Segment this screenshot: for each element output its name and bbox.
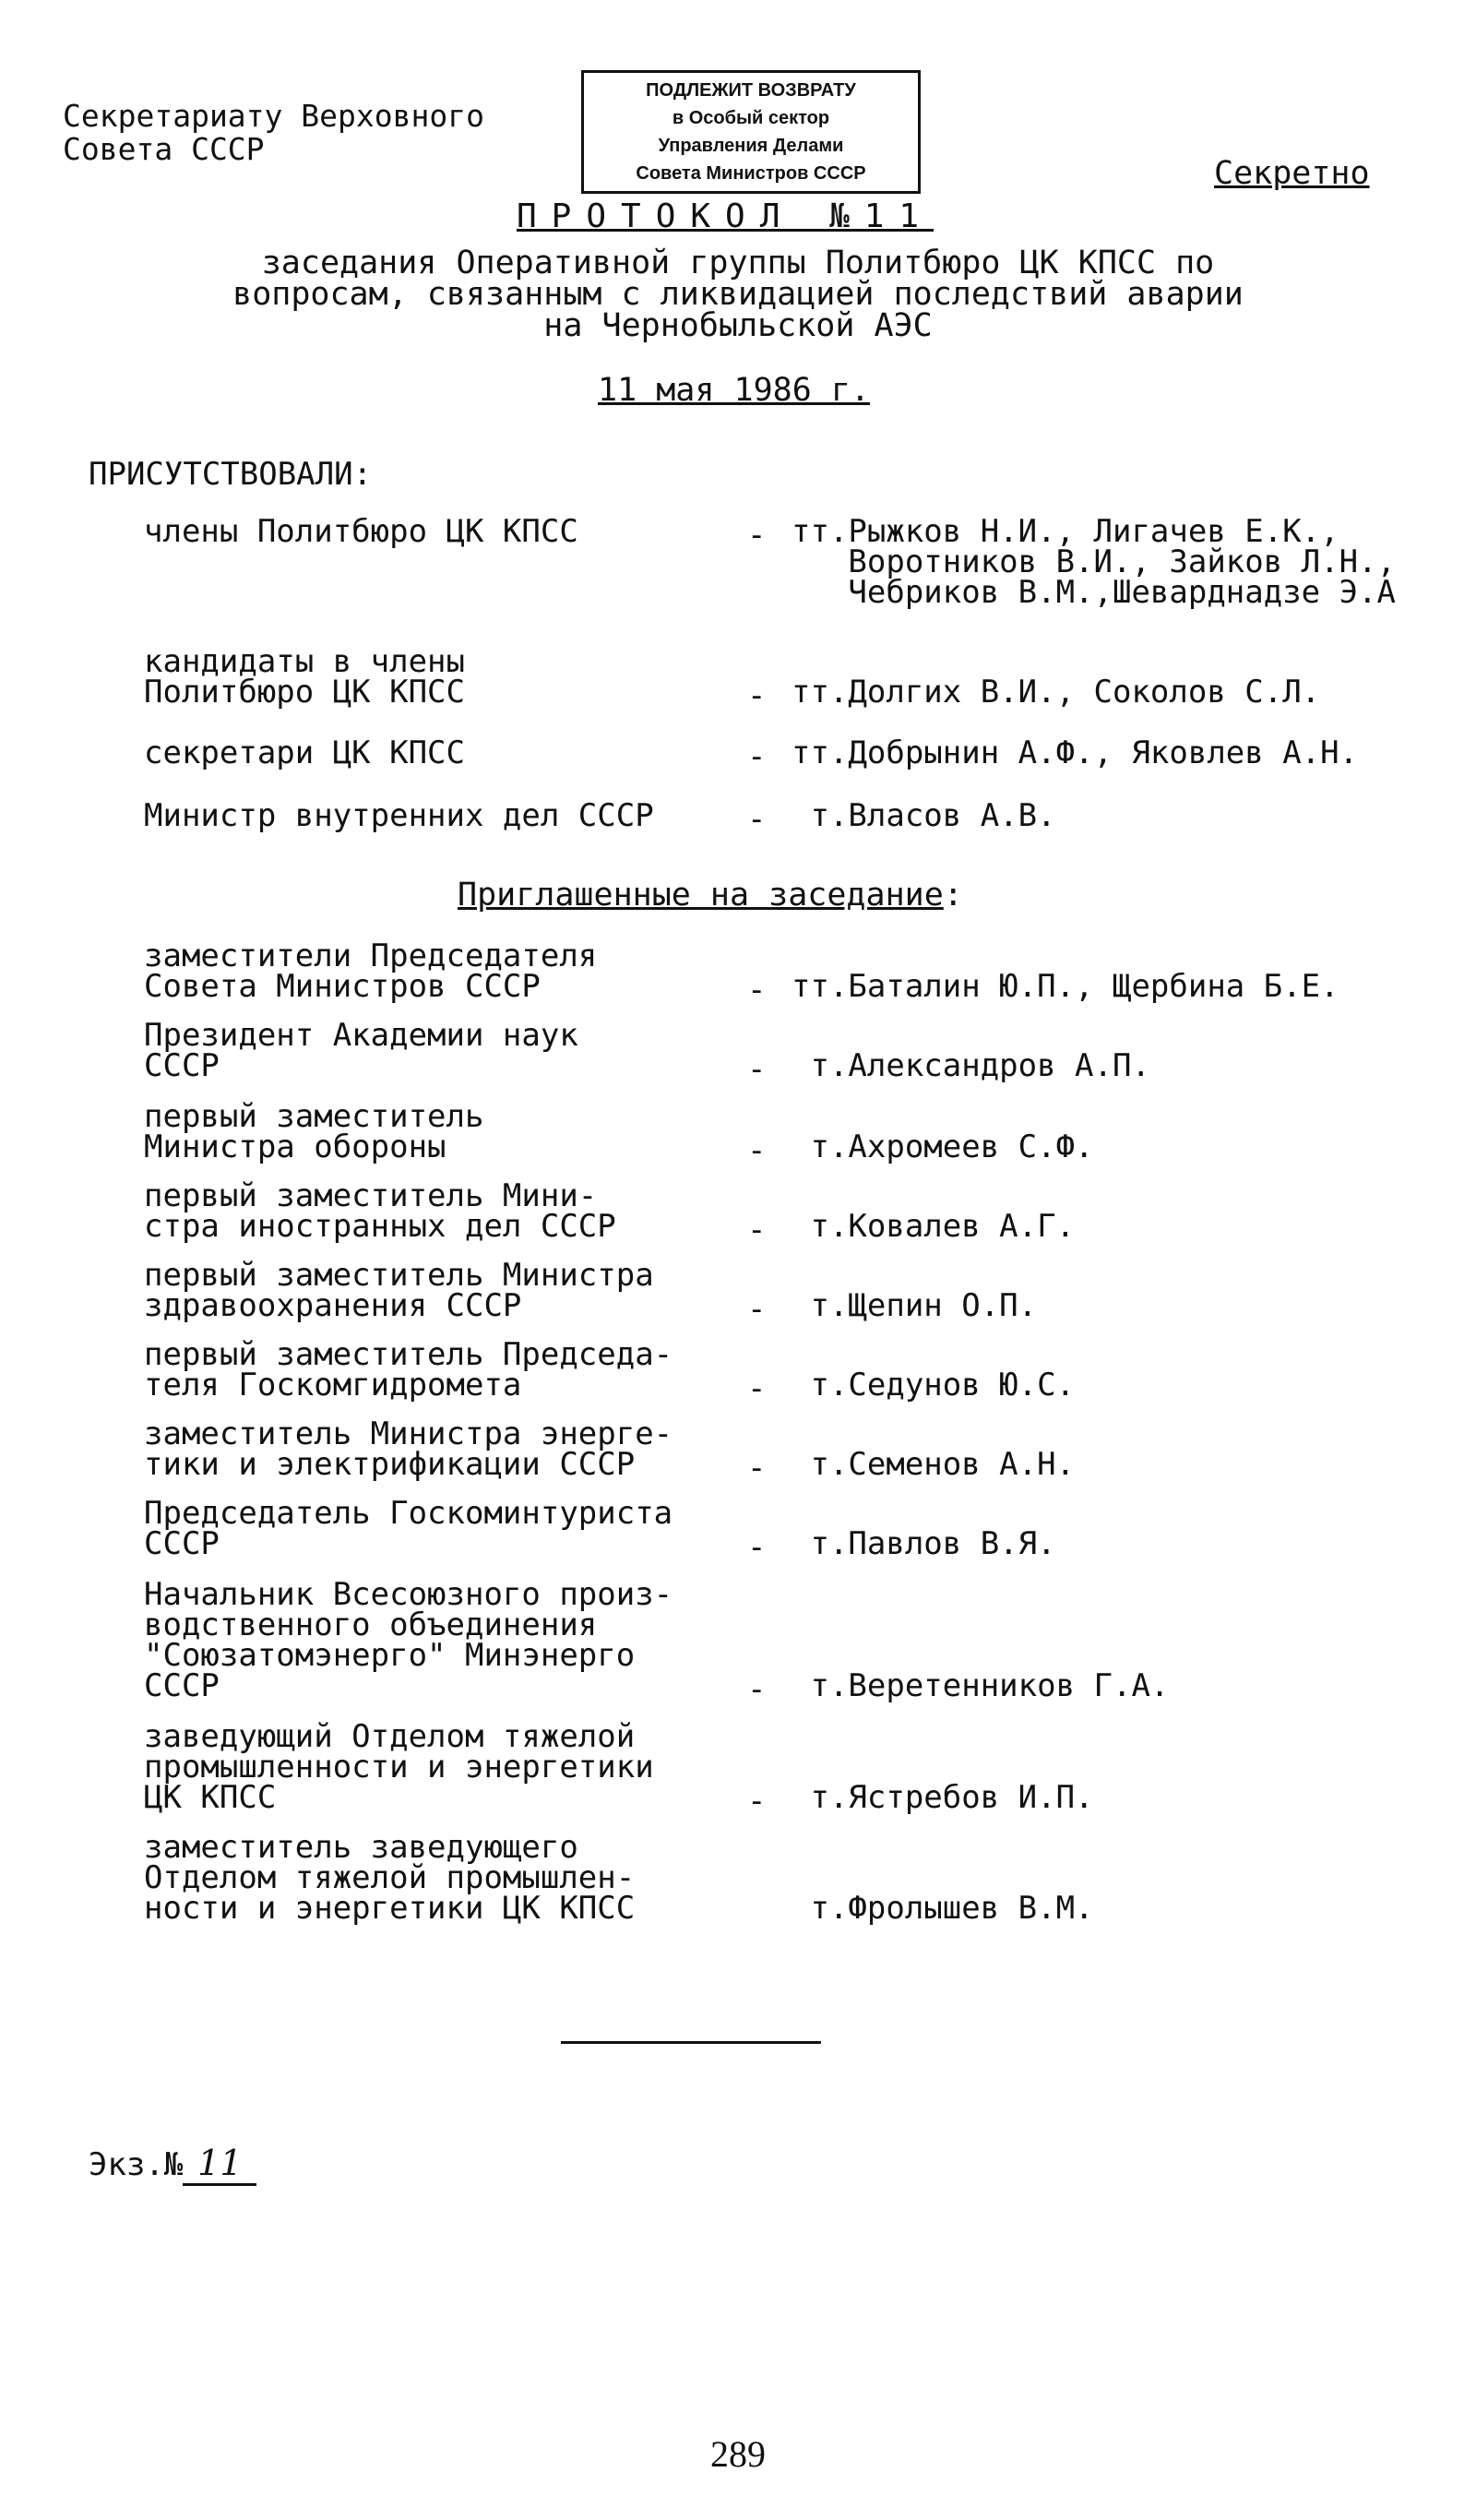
addressee: Секретариату Верховного Совета СССР	[63, 98, 484, 167]
invitee-role: Председатель Госкоминтуриста СССР	[144, 1495, 673, 1562]
invitee-role: Президент Академии наук СССР	[144, 1017, 578, 1084]
invitee-role: заместители Председателя Совета Министров СССР	[144, 938, 598, 1005]
return-stamp	[581, 70, 921, 194]
dash: -	[747, 677, 767, 714]
attendee-role: члены Политбюро ЦК КПСС	[144, 513, 578, 550]
copy-label: Экз.№	[89, 2146, 184, 2183]
invitee-names: т.Семенов А.Н.	[792, 1446, 1076, 1483]
page-number: 289	[710, 2433, 766, 2475]
invitee-names: т.Щепин О.П.	[792, 1287, 1038, 1324]
dash: -	[747, 1370, 767, 1407]
protocol-subject: заседания Оперативной группы Политбюро ЦК КПСС по вопросам, связанным с ликвидацией последствий аварии на Чернобыльской АЭС	[232, 245, 1244, 344]
invitee-names: т.Павлов В.Я.	[792, 1525, 1056, 1562]
invited-heading-text: Приглашенные на заседание	[458, 877, 944, 914]
invitee-role: первый заместитель Министра обороны	[144, 1098, 484, 1165]
invitee-names: т.Седунов Ю.С.	[792, 1367, 1076, 1403]
protocol-title: ПРОТОКОЛ №11	[517, 197, 934, 235]
dash: -	[747, 1212, 767, 1248]
classification-label: Секретно	[1214, 155, 1370, 192]
invitee-names: тт.Баталин Ю.П., Щербина Б.Е.	[792, 968, 1339, 1005]
attendee-names: т.Власов А.В.	[792, 797, 1056, 834]
attendee-names: тт.Добрынин А.Ф., Яковлев А.Н.	[792, 735, 1359, 771]
invitee-role: заместитель заведующего Отделом тяжелой промышлен- ности и энергетики ЦК КПСС	[144, 1829, 636, 1927]
dash: -	[747, 1529, 767, 1566]
dash: -	[747, 738, 767, 775]
invitee-names: т.Веретенников Г.А.	[792, 1667, 1170, 1704]
invited-heading	[458, 877, 963, 914]
invitee-names: т.Фролышев В.М.	[792, 1890, 1094, 1927]
dash: -	[747, 1783, 767, 1820]
invitee-role: заведующий Отделом тяжелой промышленности и энергетики ЦК КПСС	[144, 1718, 654, 1816]
invitee-names: т.Александров А.П.	[792, 1047, 1150, 1084]
stamp-line: Совета Министров СССР	[636, 163, 866, 184]
attendee-names: тт.Рыжков Н.И., Лигачев Е.К., Воротников В.И., Зайков Л.Н., Чебриков В.М.,Шеварднадзе Э.А	[792, 513, 1397, 611]
copy-number	[89, 2143, 256, 2186]
invitee-role: первый заместитель Министра здравоохранения СССР	[144, 1257, 654, 1324]
stamp-line: в Особый сектор	[672, 108, 830, 128]
dash: -	[747, 1132, 767, 1169]
attendee-names: тт.Долгих В.И., Соколов С.Л.	[792, 674, 1321, 711]
invitee-role: первый заместитель Мини- стра иностранных дел СССР	[144, 1177, 616, 1245]
attendee-role: Министр внутренних дел СССР	[144, 797, 654, 834]
invitee-names: т.Ковалев А.Г.	[792, 1208, 1076, 1245]
copy-number-handwritten: 11	[183, 2143, 256, 2186]
dash: -	[747, 1671, 767, 1708]
dash: -	[747, 1450, 767, 1487]
invitee-role: заместитель Министра энерге- тики и электрификации СССР	[144, 1415, 673, 1483]
attendee-role: кандидаты в члены Политбюро ЦК КПСС	[144, 643, 465, 711]
dash: -	[747, 801, 767, 838]
present-heading: ПРИСУТСТВОВАЛИ:	[89, 456, 373, 493]
dash: -	[747, 1051, 767, 1088]
attendee-role: секретари ЦК КПСС	[144, 735, 465, 771]
meeting-date: 11 мая 1986 г.	[598, 372, 871, 409]
stamp-line: ПОДЛЕЖИТ ВОЗВРАТУ	[646, 80, 856, 101]
divider-line	[561, 2041, 821, 2044]
invitee-role: первый заместитель Председа- теля Госкомгидромета	[144, 1336, 673, 1403]
dash: -	[747, 972, 767, 1009]
invited-heading-colon: :	[943, 877, 963, 914]
stamp-line: Управления Делами	[658, 136, 844, 156]
invitee-role: Начальник Всесоюзного произ- водственного объединения "Союзатомэнерго" Минэнерго СССР	[144, 1576, 673, 1704]
invitee-names: т.Ястребов И.П.	[792, 1779, 1094, 1816]
dash: -	[747, 1291, 767, 1328]
dash: -	[747, 517, 767, 554]
invitee-names: т.Ахромеев С.Ф.	[792, 1129, 1094, 1165]
